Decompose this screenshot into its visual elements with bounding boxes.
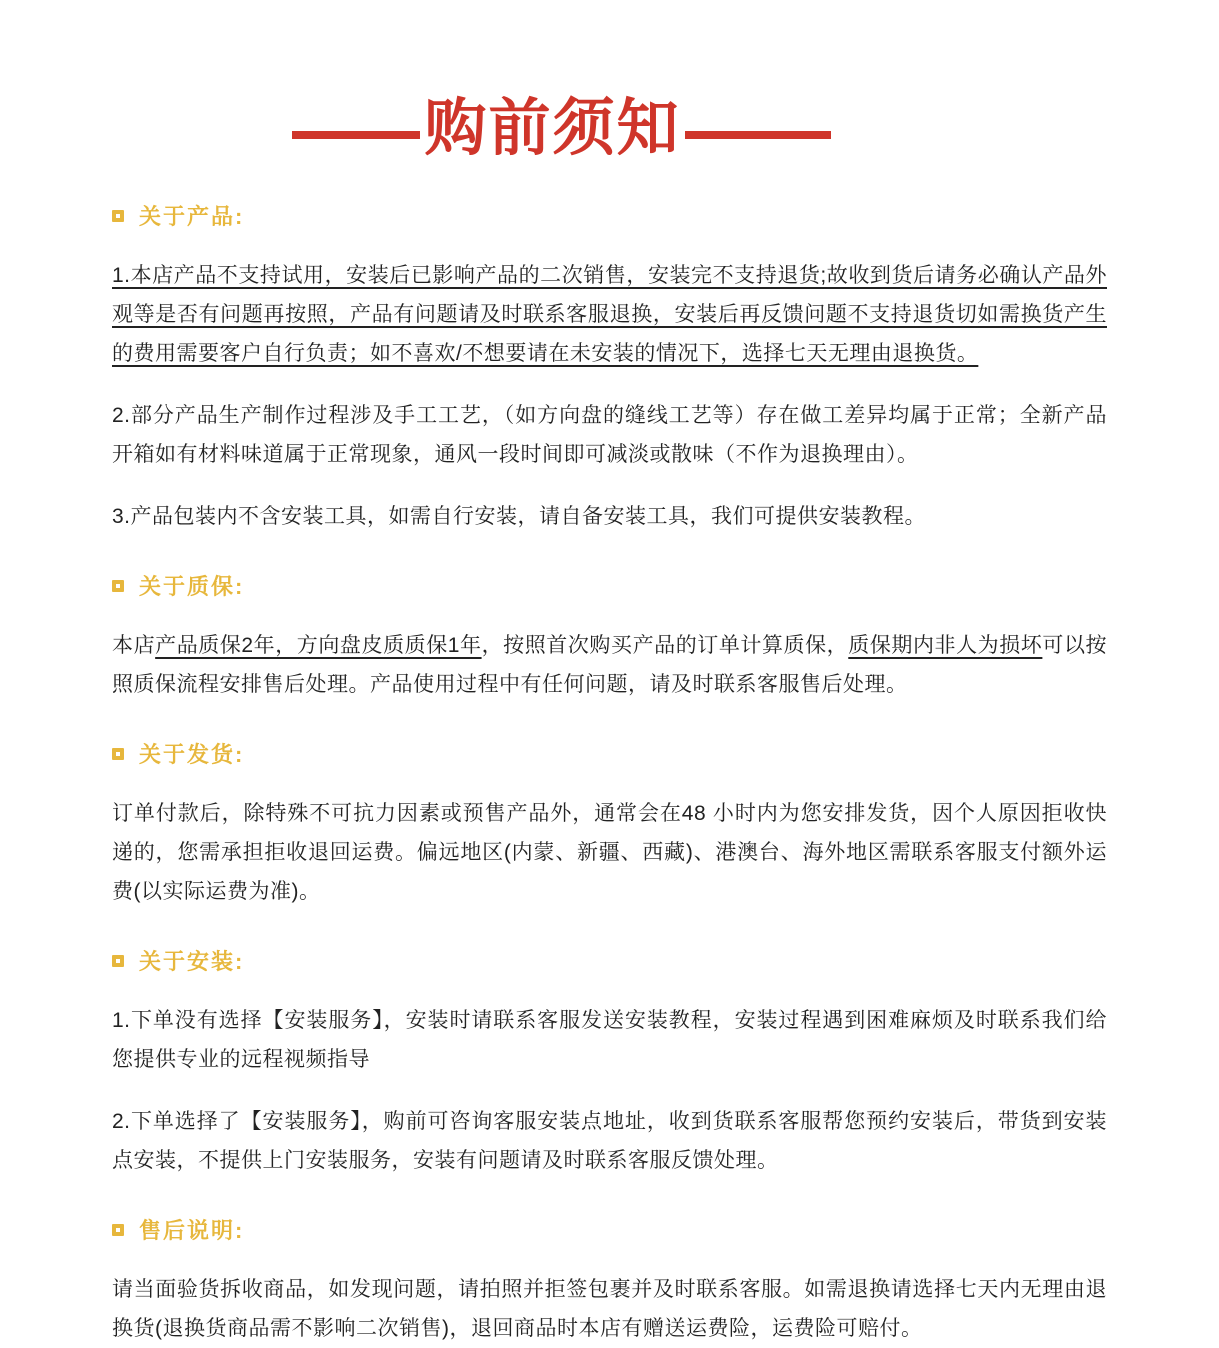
page-title (64, 86, 1059, 172)
section-heading-label: 关于发货: (139, 742, 245, 767)
notice-paragraph (112, 794, 1107, 911)
notice-section (112, 200, 1107, 536)
notice-paragraph (112, 1270, 1107, 1348)
underlined-text-run: 1.本店产品不支持试用，安装后已影响产品的二次销售，安装完不支持退货;故收到货后请务必确认产品外观等是否有问题再按照，产品有问题请及时联系客服退换，安装后再反馈问题不支持退货切如需换货产生的费用需要客户自行负责；如不喜欢/不想要请在未安装的情况下，选择七天无理由退换货。 (112, 264, 1107, 365)
notice-paragraph (112, 497, 1107, 536)
page-title-text: 购前须知 (424, 93, 681, 163)
section-heading (112, 738, 1107, 769)
text-run: 2.部分产品生产制作过程涉及手工工艺，（如方向盘的缝线工艺等）存在做工差异均属于正常；全新产品开箱如有材料味道属于正常现象，通风一段时间即可减淡或散味（不作为退换理由）。 (112, 404, 1107, 466)
checkbox-icon (112, 955, 124, 967)
notice-paragraph (112, 256, 1107, 373)
section-heading-label: 关于质保: (139, 574, 245, 599)
text-run: 请当面验货拆收商品，如发现问题，请拍照并拒签包裹并及时联系客服。如需退换请选择七天内无理由退换货(退换货商品需不影响二次销售)，退回商品时本店有赠送运费险，运费险可赔付。 (112, 1278, 1107, 1340)
title-dash-right (685, 131, 831, 139)
notice-paragraph (112, 1001, 1107, 1079)
text-run: 订单付款后，除特殊不可抗力因素或预售产品外，通常会在48 小时内为您安排发货，因个人原因拒收快递的，您需承担拒收退回运费。偏远地区(内蒙、新疆、西藏)、港澳台、海外地区需联系客服支付额外运费(以实际运费为准)。 (112, 802, 1107, 903)
text-run: 2.下单选择了【安装服务】，购前可咨询客服安装点地址，收到货联系客服帮您预约安装后，带货到安装点安装，不提供上门安装服务，安装有问题请及时联系客服反馈处理。 (112, 1110, 1107, 1172)
section-heading-label: 关于安装: (139, 949, 245, 974)
notice-section (112, 945, 1107, 1180)
text-run: 3.产品包装内不含安装工具，如需自行安装，请自备安装工具，我们可提供安装教程。 (112, 505, 927, 528)
underlined-text-run: 产品质保2年，方向盘皮质质保1年 (155, 634, 482, 657)
checkbox-icon (112, 1224, 124, 1236)
section-heading (112, 1214, 1107, 1245)
text-run: 1.下单没有选择【安装服务】，安装时请联系客服发送安装教程，安装过程遇到困难麻烦及时联系我们给您提供专业的远程视频指导 (112, 1009, 1107, 1071)
notice-section (112, 738, 1107, 911)
text-run: 本店 (112, 634, 156, 657)
section-heading (112, 200, 1107, 231)
section-heading-label: 关于产品: (139, 204, 245, 229)
title-dash-left (292, 131, 420, 139)
underlined-text-run: 质保期内非人为损坏 (848, 634, 1043, 657)
notice-paragraph (112, 1102, 1107, 1180)
notice-sections (112, 200, 1107, 1348)
notice-section (112, 570, 1107, 704)
checkbox-icon (112, 748, 124, 760)
checkbox-icon (112, 580, 124, 592)
text-run: 可以按照质保流程安排售后处理。产品使用过程中有任何问题，请及时联系客服售后处理。 (112, 634, 1108, 696)
checkbox-icon (112, 210, 124, 222)
notice-paragraph (112, 396, 1107, 474)
text-run: ，按照首次购买产品的订单计算质保， (481, 634, 849, 657)
section-heading-label: 售后说明: (139, 1218, 245, 1243)
section-heading (112, 945, 1107, 976)
notice-section (112, 1214, 1107, 1348)
section-heading (112, 570, 1107, 601)
notice-paragraph (112, 626, 1107, 704)
